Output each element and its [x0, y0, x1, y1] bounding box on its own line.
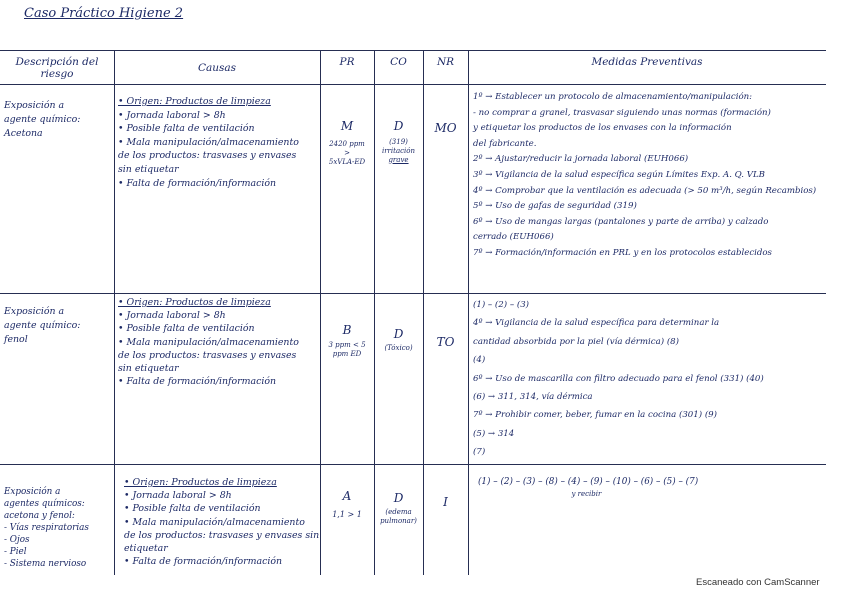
row3-descripcion	[4, 486, 89, 570]
row1-causa-item: • Falta de formación/información	[118, 177, 277, 189]
row3-descripcion-line: - Sistema nervioso	[4, 559, 87, 569]
row2-causa-item: sin etiquetar	[118, 363, 179, 375]
row1-medida-item: 5º → Uso de gafas de seguridad (319)	[473, 201, 637, 212]
row1-descripcion	[4, 99, 80, 141]
table-top-border	[0, 50, 826, 51]
row2-descripcion-line: Exposición a	[4, 306, 65, 317]
row3-pr	[320, 490, 374, 519]
header-medidas: Medidas Preventivas	[591, 56, 703, 68]
scanner-watermark: Escaneado con CamScanner	[696, 577, 820, 588]
row3-nr: I	[443, 495, 448, 509]
row2-descripcion	[4, 305, 80, 347]
row1-co-detail: irritación	[381, 146, 416, 155]
header-nr: NR	[436, 56, 455, 68]
header-causas: Causas	[197, 62, 237, 74]
row2-medida-item: (4)	[473, 355, 486, 366]
row1-pr-detail: >	[344, 148, 350, 157]
row2-causa-item: • Mala manipulación/almacenamiento	[118, 336, 299, 348]
row-divider-1	[0, 293, 826, 294]
row3-descripcion-line: Exposición a	[4, 487, 61, 497]
row2-medida-item: (6) → 311, 314, vía dérmica	[473, 392, 593, 403]
row3-pr-value: A	[342, 489, 352, 503]
row1-co-value: D	[393, 119, 404, 133]
row2-pr-detail: 3 ppm < 5	[328, 340, 366, 349]
row3-medidas	[478, 474, 698, 499]
row2-causa-item: • Posible falta de ventilación	[118, 323, 255, 335]
row1-medida-item: 6º → Uso de mangas largas (pantalones y parte de arriba) y calzado	[473, 216, 769, 227]
row3-causa-item: • Posible falta de ventilación	[124, 503, 261, 515]
row1-descripcion-line: agente químico:	[4, 114, 81, 125]
row2-co-value: D	[393, 327, 404, 341]
col-divider-5	[468, 50, 469, 575]
row2-pr	[320, 324, 374, 359]
row3-causa-item: • Falta de formación/información	[124, 556, 283, 568]
row3-causa-item: • Jornada laboral > 8h	[124, 490, 232, 502]
row1-pr-detail: 2420 ppm	[329, 139, 365, 148]
row2-nr: TO	[436, 335, 455, 349]
row1-medida-item: 4º → Comprobar que la ventilación es adecuada (> 50 m³/h, según Recambios)	[473, 185, 817, 196]
row1-causa-item: • Jornada laboral > 8h	[118, 109, 226, 121]
row2-medida-item: 6º → Uso de mascarilla con filtro adecuado para el fenol (331) (40)	[473, 373, 764, 384]
row1-pr	[320, 120, 374, 167]
row3-descripcion-line: - Vías respiratorias	[4, 523, 89, 533]
row3-co-detail: (edema	[385, 507, 412, 516]
row2-causa-item: • Falta de formación/información	[118, 376, 277, 388]
row1-descripcion-line: Exposición a	[4, 100, 65, 111]
row2-causas	[118, 296, 299, 388]
row2-descripcion-line: fenol	[4, 334, 28, 345]
row1-causa-item: • Origen: Productos de limpieza	[118, 96, 271, 107]
row3-medida-item: y recibir	[478, 490, 602, 498]
row2-co-detail: (Tóxico)	[384, 343, 413, 352]
page-title: Caso Práctico Higiene 2	[24, 6, 184, 21]
row1-descripcion-line: Acetona	[4, 128, 43, 139]
row3-causa-item: • Origen: Productos de limpieza	[124, 477, 277, 488]
row1-causa-item: sin etiquetar	[118, 163, 179, 175]
row1-medida-item: - no comprar a granel, trasvasar siguiendo unas normas (formación)	[473, 107, 771, 118]
header-pr: PR	[339, 56, 355, 68]
col-divider-1	[114, 50, 115, 575]
row1-medida-item: 1º → Establecer un protocolo de almacenamiento/manipulación:	[473, 92, 753, 102]
row2-pr-value: B	[342, 323, 352, 337]
row2-causa-item: • Jornada laboral > 8h	[118, 310, 226, 322]
row1-causas	[118, 95, 299, 190]
row3-descripcion-line: agentes químicos:	[4, 499, 85, 509]
header-divider	[0, 84, 826, 85]
header-co: CO	[390, 56, 407, 68]
row1-nr: MO	[434, 121, 457, 135]
row1-causa-item: • Mala manipulación/almacenamiento	[118, 136, 299, 148]
row3-medida-item: (1) – (2) – (3) – (8) – (4) – (9) – (10) – (6) – (5) – (7)	[478, 477, 699, 487]
row1-medida-item: 3º → Vigilancia de la salud específica según Límites Exp. A. Q. VLB	[473, 169, 765, 180]
row2-causa-item: de los productos: trasvases y envases	[118, 349, 297, 361]
row2-medida-item: 4º → Vigilancia de la salud específica para determinar la	[473, 318, 720, 329]
row1-pr-value: M	[340, 119, 354, 133]
row1-medida-item: y etiquetar los productos de los envases con la información	[473, 123, 732, 134]
row1-causa-item: • Posible falta de ventilación	[118, 123, 255, 135]
row1-co-detail: grave	[388, 155, 409, 164]
row3-descripcion-line: acetona y fenol:	[4, 511, 75, 521]
row1-causa-item: de los productos: trasvases y envases	[118, 150, 297, 162]
row1-medida-item: 7º → Formación/información en PRL y en los protocolos establecidos	[473, 247, 772, 258]
row3-causa-item: • Mala manipulación/almacenamiento	[124, 516, 305, 528]
row2-medida-item: (7)	[473, 447, 486, 458]
row1-pr-detail: 5xVLA-ED	[328, 157, 366, 166]
row1-co	[374, 120, 423, 165]
row3-pr-detail: 1,1 > 1	[332, 509, 362, 519]
row1-medidas	[473, 90, 816, 262]
row3-causa-item: de los productos: trasvases y envases sin	[124, 529, 320, 541]
row1-medida-item: cerrado (EUH066)	[473, 232, 554, 243]
row2-co	[374, 328, 423, 353]
row1-co-detail: (319)	[389, 137, 408, 146]
row3-causa-item: etiquetar	[124, 543, 168, 555]
row3-descripcion-line: - Piel	[4, 547, 27, 557]
row2-medida-item: cantidad absorbida por la piel (vía dérmica) (8)	[473, 336, 679, 347]
row3-co-detail: pulmonar)	[380, 516, 417, 525]
row3-causas	[124, 476, 319, 568]
row2-descripcion-line: agente químico:	[4, 320, 81, 331]
row2-pr-detail: ppm ED	[332, 349, 362, 358]
risk-table	[0, 50, 826, 575]
row2-medida-item: (5) → 314	[473, 428, 515, 439]
row-divider-2	[0, 464, 826, 465]
row1-medida-item: del fabricante.	[473, 138, 537, 149]
row2-medida-item: 7º → Prohibir comer, beber, fumar en la cocina (301) (9)	[473, 410, 717, 421]
header-descripcion: Descripción del riesgo	[15, 56, 99, 80]
row3-co	[374, 492, 423, 526]
row3-descripcion-line: - Ojos	[4, 535, 30, 545]
row2-medidas	[473, 296, 764, 462]
row2-medida-item: (1) – (2) – (3)	[473, 300, 530, 310]
row1-medida-item: 2º → Ajustar/reducir la jornada laboral (EUH066)	[473, 154, 689, 165]
row2-causa-item: • Origen: Productos de limpieza	[118, 297, 271, 308]
row3-co-value: D	[393, 491, 404, 505]
